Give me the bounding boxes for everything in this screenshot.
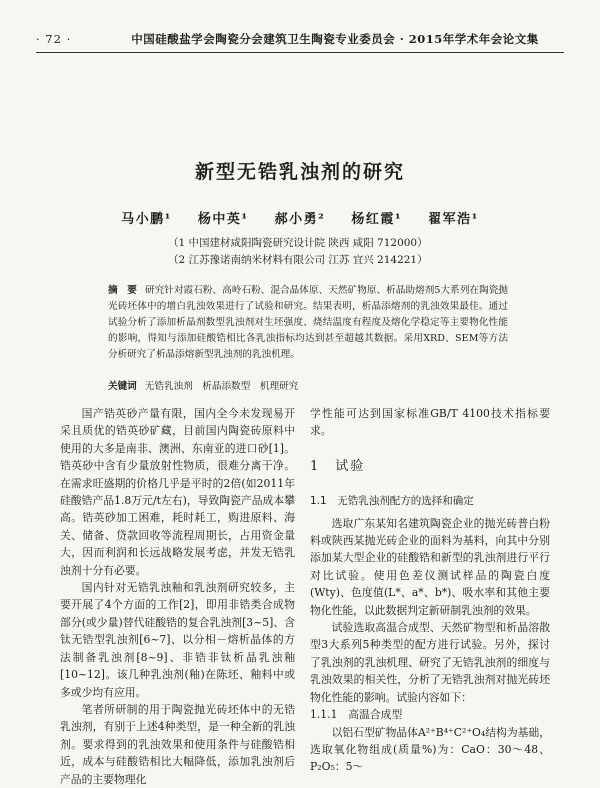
abstract-label: 摘 要 [108,285,137,296]
author: 翟军浩¹ [428,212,479,227]
affiliation-1: （1 中国建材咸阳陶瓷研究设计院 陕西 咸阳 712000） [168,237,428,249]
paragraph: 选取广东某知名建筑陶瓷企业的抛光砖普白粉料或陕西某抛光砖企业的面料为基料，向其中分别添加某大型企业的硅酸锆和新型的乳浊剂进行平行对比试验。使用色差仪测试样品的陶瓷白度(Wty)、色度值(L*、a*、b*)、吸水率和其他主要物化性能，以此数据判定新研制乳浊剂的效果。 [310,516,550,617]
paper-title: 新型无锆乳浊剂的研究 [194,161,405,183]
abstract [108,283,508,363]
paragraph: 学性能可达到国家标准GB/T 4100技术指标要求。 [310,407,550,438]
subsubsection-heading: 1.1.1 高温合成型 [310,708,403,722]
running-header [36,30,564,48]
paragraph: 试验选取高温合成型、天然矿物型和析晶溶散型3大系列5种类型的配方进行试验。另外，探讨了乳浊剂的乳浊机理、研究了无锆乳浊剂的细度与乳浊效果的相关性，分析了无锆乳浊剂对抛光砖坯物化性能的影响。试验内容如下： [310,621,550,704]
right-column [310,405,550,776]
left-column [60,405,295,788]
paragraph: 笔者所研制的用于陶瓷抛光砖坯体中的无锆乳浊剂，有别于上述4种类型，是一种全新的乳浊剂。要求得到的乳浊效果和使用条件与硅酸锆相近，成本与硅酸锆相比大幅降低，添加乳浊剂后产品的主要物理化 [60,702,295,786]
subsection-heading: 1.1 无锆乳浊剂配方的选择和确定 [310,495,474,508]
author: 杨中英¹ [197,212,249,227]
author: 郝小勇² [274,212,326,227]
paragraph: 国内针对无锆乳浊釉和乳浊剂研究较多，主要开展了4个方面的工作[2]，即用非锆类合成物部分(或少量)替代硅酸锆的复合乳浊剂[3~5]、含钛无锆型乳浊剂[6~7]、以分相－熔析晶体的方法制备乳浊剂[8~9]、非锆非钛析晶乳浊釉[10~12]。该几种乳浊剂(釉)在陈坯、釉料中或多或少均有应用。 [60,581,295,699]
author-list [0,208,600,227]
header-rule [36,52,564,53]
author: 杨红霞¹ [351,212,403,227]
keywords [108,378,508,392]
author: 马小鹏¹ [121,212,172,227]
abstract-text: 研究针对霞石粉、高岭石粉、混合晶体原、天然矿物原、析晶助熔剂5大系列在陶瓷抛光砖坯体中的增白乳浊效果进行了试验和研究。结果表明，析晶添熔剂的乳浊效果最佳。通过试验分析了添加析晶剂数型乳浊剂对生坯强度、烧结温度有程度及熔化学稳定等主要物化性能的影响，得知与添加硅酸锆相比各乳浊指标均达到甚至超越其数据。采用XRD、SEM等方法分析研究了析晶添熔新型乳浊剂的乳浊机理。 [108,285,509,360]
keywords-label: 关键词 [108,381,137,392]
keywords-text: 无锆乳浊剂 析晶添数型 机理研究 [144,381,299,392]
page-number: · 72 · [36,32,72,46]
paragraph: 国产锆英砂产量有限，国内全今未发现易开采且质优的锆英砂矿藏，目前国内陶瓷砖原料中使用的大多是南非、澳洲、东南亚的进口砂[1]。锆英砂中含有少量放射性物质，很难分离干净。在需求旺盛期的价格几乎是平时的2倍(如2011年硅酸锆产品1.8万元/t左右)，导致陶瓷产品成本攀高。锆英砂加工困难，耗时耗工，购进原料、海关、储备、贷款回收等流程周期长，占用资金量大，因而利润和长远战略发展考虑，并发无锆乳浊剂十分有必要。 [60,407,295,577]
affiliation-2: （2 江苏豫诺南纳米材料有限公司 江苏 宜兴 214221） [168,254,428,266]
section-heading: 1 试验 [310,458,366,474]
paragraph: 以铝石型矿物晶体A²⁺B⁴⁺C²⁺O₄结构为基础，选取氧化物组成(质量%)为：CaO：30～48、P₂O₅：5～ [310,725,551,774]
journal-title: 中国硅酸盐学会陶瓷分会建筑卫生陶瓷专业委员会 · 2015年学术年会论文集 [131,32,539,46]
